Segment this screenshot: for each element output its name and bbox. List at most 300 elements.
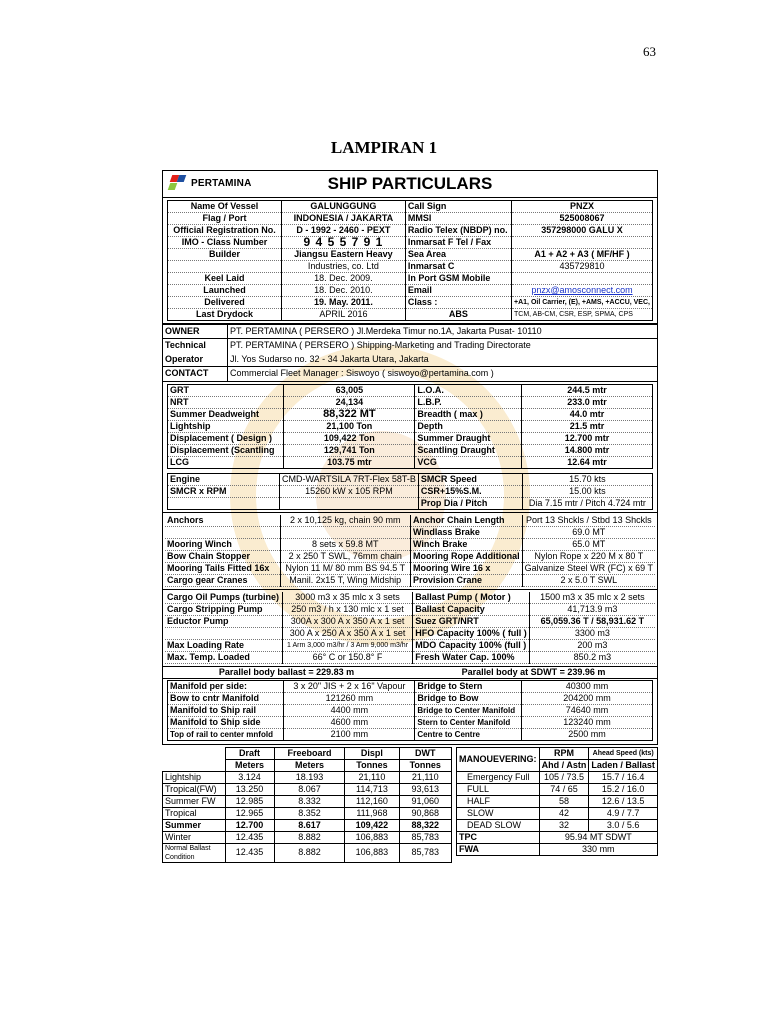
field-label: Summer Deadweight (168, 408, 284, 420)
deck-row (165, 515, 655, 527)
pumps-row (165, 592, 655, 604)
field-value: Jiangsu Eastern Heavy (282, 249, 406, 261)
draft-value: 13.250 (225, 783, 274, 795)
dimensions-row (168, 432, 653, 444)
fwa-row (457, 843, 658, 855)
field-value: 4600 mm (284, 716, 415, 728)
draft-header-row (163, 747, 452, 759)
field-label: L.B.P. (415, 396, 522, 408)
owner-row (163, 367, 657, 381)
field-value: 1 Arm 3,000 m3/hr / 3 Arm 9,000 m3/hr (282, 639, 413, 651)
owner-label: OWNER (163, 325, 228, 339)
pumps-row (165, 627, 655, 639)
field-value: 14.800 mtr (522, 444, 653, 456)
parallel-body-section (162, 667, 658, 679)
field-label: Displacement ( Design ) (168, 432, 284, 444)
field-value: 121260 mm (284, 692, 415, 704)
speed-value: 3.0 / 5.6 (589, 819, 658, 831)
particulars-row (168, 273, 653, 285)
field-label: CSR+15%S.M. (418, 485, 522, 497)
vessel-particulars-section (162, 198, 658, 324)
field-label: VCG (415, 456, 522, 468)
field-value: 63,005 (284, 384, 415, 396)
draft-row (163, 795, 452, 807)
manifold-row (168, 728, 653, 740)
field-label: Engine (168, 473, 280, 485)
draft-row (163, 831, 452, 843)
dimensions-row (168, 420, 653, 432)
condition-label: Normal Ballast Condition (163, 843, 226, 862)
rpm-header: RPM (539, 747, 589, 759)
condition-label: Lightship (163, 771, 226, 783)
manifold-section (162, 679, 658, 745)
owner-row (163, 353, 657, 367)
field-label: NRT (168, 396, 284, 408)
deck-row (165, 562, 655, 574)
field-label: Bridge to Bow (415, 692, 522, 704)
field-label: Builder (168, 249, 282, 261)
field-label: Class : (405, 297, 511, 309)
field-label: Anchors (165, 515, 280, 527)
pumps-row (165, 615, 655, 627)
draft-row (163, 807, 452, 819)
dimensions-table (167, 384, 653, 469)
owner-section (162, 324, 658, 382)
dimensions-row (168, 444, 653, 456)
field-label: Displacement (Scantling (168, 444, 284, 456)
draft-value: 112,160 (345, 795, 399, 807)
draft-value: 21,110 (399, 771, 451, 783)
draft-value: 8.882 (274, 843, 345, 862)
parallel-body-sdwt: Parallel body at SDWT = 239.96 m (461, 666, 606, 677)
field-value: 21.5 mtr (522, 420, 653, 432)
rpm-value: 42 (539, 807, 589, 819)
field-label: Winch Brake (410, 538, 522, 550)
draft-header: Meters (225, 759, 274, 771)
page-heading: LAMPIRAN 1 (330, 138, 438, 157)
field-label: Windlass Brake (410, 526, 522, 538)
deck-equipment-table (165, 515, 655, 587)
tpc-value: 95.94 MT SDWT (539, 831, 657, 843)
field-label: Launched (168, 285, 282, 297)
particulars-row (168, 201, 653, 213)
draft-value: 85,783 (399, 831, 451, 843)
field-value (280, 497, 419, 509)
deck-equipment-section (162, 513, 658, 590)
field-value: 850.2 m3 (529, 651, 655, 663)
speed-value: 12.6 / 13.5 (589, 795, 658, 807)
field-value: Galvanize Steel WR (FC) x 69 T (522, 562, 655, 574)
field-label: Mooring Winch (165, 538, 280, 550)
field-label: Ballast Pump ( Motor ) (413, 592, 530, 604)
field-label: Manifold to Ship side (168, 716, 284, 728)
field-value: 435729810 (512, 261, 653, 273)
field-label: Max. Temp. Loaded (165, 651, 282, 663)
dimensions-section (162, 382, 658, 513)
field-label: Mooring Wire 16 x (410, 562, 522, 574)
engine-row (168, 485, 653, 497)
particulars-row (168, 297, 653, 309)
field-label: Name Of Vessel (168, 201, 282, 213)
field-value: +A1, Oil Carrier, (E), +AMS, +ACCU, VEC, (512, 297, 653, 309)
manoeuvering-row (457, 807, 658, 819)
owner-value: Jl. Yos Sudarso no. 32 - 34 Jakarta Utara, Jakarta (230, 353, 429, 364)
manifold-row (168, 692, 653, 704)
field-label: Keel Laid (168, 273, 282, 285)
field-label: Top of rail to center mnfold (168, 728, 284, 740)
pumps-row (165, 603, 655, 615)
field-label: Breadth ( max ) (415, 408, 522, 420)
field-value: 2100 mm (284, 728, 415, 740)
field-label: Depth (415, 420, 522, 432)
draft-header (163, 759, 226, 771)
logo-text: PERTAMINA (191, 177, 252, 189)
field-value: TCM, AB-CM, CSR, ESP, SPMA, CPS (512, 309, 653, 321)
draft-row (163, 771, 452, 783)
field-value (512, 273, 653, 285)
rpm-value: 105 / 73.5 (539, 771, 589, 783)
field-value: Dia 7.15 mtr / Pitch 4.724 mtr (522, 497, 652, 509)
field-value: 41,713.9 m3 (529, 603, 655, 615)
field-label: Summer Draught (415, 432, 522, 444)
field-label (165, 526, 280, 538)
field-value: 69.0 MT (522, 526, 655, 538)
manifold-table (167, 680, 653, 741)
draft-value: 12.965 (225, 807, 274, 819)
manifold-row (168, 680, 653, 692)
bottom-section (162, 747, 658, 863)
field-value: Nylon 11 M/ 80 mm BS 94.5 T (280, 562, 410, 574)
parallel-body-ballast: Parallel body ballast = 229.83 m (218, 666, 355, 677)
field-value: 3 x 20" JIS + 2 x 16" Vapour (284, 680, 415, 692)
field-label: Call Sign (405, 201, 511, 213)
speed-subheader: Laden / Ballast (589, 759, 658, 771)
field-label: Mooring Rope Additional (410, 550, 522, 562)
particulars-row (168, 285, 653, 297)
engine-row (168, 473, 653, 485)
manoeuvering-row (457, 783, 658, 795)
field-value: 300A x 300 A x 350 A x 1 set (282, 615, 413, 627)
field-value: 2 x 10,125 kg, chain 90 mm (280, 515, 410, 527)
field-label: ABS (405, 309, 511, 321)
draft-header: DWT (399, 747, 451, 759)
field-label: Manifold per side: (168, 680, 284, 692)
field-value: CMD-WARTSILA 7RT-Flex 58T-B (280, 473, 419, 485)
draft-value: 8.617 (274, 819, 345, 831)
field-label: Flag / Port (168, 213, 282, 225)
owner-row (163, 339, 657, 353)
field-value: 65,059.36 T / 58,931.62 T (529, 615, 655, 627)
field-value: 2 x 250 T SWL, 76mm chain (280, 550, 410, 562)
email-link[interactable]: pnzx@amosconnect.com (512, 285, 653, 297)
draft-value: 21,110 (345, 771, 399, 783)
draft-header: Draft (225, 747, 274, 759)
manifold-row (168, 716, 653, 728)
field-label: Prop Dia / Pitch (418, 497, 522, 509)
field-label: IMO - Class Number (168, 237, 282, 249)
field-label: HFO Capacity 100% ( full ) (413, 627, 530, 639)
field-label: Bridge to Center Manifold (415, 704, 522, 716)
condition-label: Tropical(FW) (163, 783, 226, 795)
field-value: 2 x 5.0 T SWL (522, 574, 655, 586)
draft-value: 12.985 (225, 795, 274, 807)
deck-row (165, 550, 655, 562)
pumps-section (162, 590, 658, 667)
speed-value: 15.7 / 16.4 (589, 771, 658, 783)
field-value: 250 m3 / h x 130 mlc x 1 set (282, 603, 413, 615)
field-value: 74640 mm (522, 704, 653, 716)
field-value: 233.0 mtr (522, 396, 653, 408)
draft-value: 106,883 (345, 831, 399, 843)
dimensions-row (168, 456, 653, 468)
speed-value: 4.9 / 7.7 (589, 807, 658, 819)
draft-row (163, 783, 452, 795)
field-value: 65.0 MT (522, 538, 655, 550)
draft-row (163, 843, 452, 862)
particulars-row (168, 249, 653, 261)
pumps-row (165, 639, 655, 651)
field-label: L.O.A. (415, 384, 522, 396)
document-title: SHIP PARTICULARS (327, 174, 493, 193)
owner-value: PT. PERTAMINA ( PERSERO ) Shipping-Marketing and Trading Directorate (230, 340, 531, 351)
field-value: 2500 mm (522, 728, 653, 740)
dimensions-row (168, 384, 653, 396)
draft-value: 85,783 (399, 843, 451, 862)
field-value: 88,322 MT (284, 408, 415, 420)
field-value: D - 1992 - 2460 - PEXT (282, 225, 406, 237)
field-value: 300 A x 250 A x 350 A x 1 set (282, 627, 413, 639)
field-label: Mooring Tails Fitted 16x (165, 562, 280, 574)
field-value: A1 + A2 + A3 ( MF/HF ) (512, 249, 653, 261)
rpm-value: 32 (539, 819, 589, 831)
pumps-row (165, 651, 655, 663)
owner-table (163, 324, 657, 381)
draft-value: 18.193 (274, 771, 345, 783)
condition-label: Winter (163, 831, 226, 843)
field-value: 9 4 5 5 7 9 1 (282, 237, 406, 249)
fwa-value: 330 mm (539, 843, 657, 855)
draft-value: 93,613 (399, 783, 451, 795)
field-value: APRIL 2016 (282, 309, 406, 321)
field-label: Max Loading Rate (165, 639, 282, 651)
field-label: Cargo gear Cranes (165, 574, 280, 586)
field-label: Email (405, 285, 511, 297)
manoeuvre-label: Emergency Full (457, 771, 540, 783)
draft-value: 111,968 (345, 807, 399, 819)
field-label: Bow Chain Stopper (165, 550, 280, 562)
manoeuvering-label: MANOUEVERING: (457, 747, 540, 771)
manoeuvre-label: DEAD SLOW (457, 819, 540, 831)
manoeuvering-row (457, 819, 658, 831)
draft-value: 8.332 (274, 795, 345, 807)
field-label: Centre to Centre (415, 728, 522, 740)
field-label: Radio Telex (NBDP) no. (405, 225, 511, 237)
field-label: Scantling Draught (415, 444, 522, 456)
page-number: 63 (643, 44, 656, 59)
field-label: Bow to cntr Manifold (168, 692, 284, 704)
field-value (512, 237, 653, 249)
deck-row (165, 538, 655, 550)
field-label (168, 497, 280, 509)
manoeuvering-header-row (457, 747, 658, 759)
draft-value: 90,868 (399, 807, 451, 819)
field-value: 244.5 mtr (522, 384, 653, 396)
vessel-particulars-table (167, 200, 653, 321)
draft-value: 12.700 (225, 819, 274, 831)
particulars-row (168, 225, 653, 237)
field-label: Bridge to Stern (415, 680, 522, 692)
field-label: Cargo Oil Pumps (turbine) (165, 592, 282, 604)
pumps-table (165, 592, 655, 664)
field-label: Last Drydock (168, 309, 282, 321)
owner-label: Technical (163, 339, 228, 353)
field-value: 44.0 mtr (522, 408, 653, 420)
field-label: MDO Capacity 100% (full ) (413, 639, 530, 651)
draft-value: 12.435 (225, 843, 274, 862)
deck-row (165, 574, 655, 586)
owner-value: PT. PERTAMINA ( PERSERO ) Jl.Merdeka Timur no.1A, Jakarta Pusat- 10110 (230, 326, 542, 336)
draft-table (162, 747, 452, 863)
tpc-row (457, 831, 658, 843)
manoeuvering-row (457, 795, 658, 807)
field-value: GALUNGGUNG (282, 201, 406, 213)
draft-value: 91,060 (399, 795, 451, 807)
owner-label: Operator (163, 353, 228, 367)
field-value: 1500 m3 x 35 mlc x 2 sets (529, 592, 655, 604)
field-label: Manifold to Ship rail (168, 704, 284, 716)
draft-value: 12.435 (225, 831, 274, 843)
field-label: SMCR Speed (418, 473, 522, 485)
condition-label: Summer (163, 819, 226, 831)
condition-label: Summer FW (163, 795, 226, 807)
field-label: Delivered (168, 297, 282, 309)
manoeuvre-label: HALF (457, 795, 540, 807)
speed-value: 15.2 / 16.0 (589, 783, 658, 795)
draft-header: Freeboard (274, 747, 345, 759)
field-label: In Port GSM Mobile (405, 273, 511, 285)
owner-value: Commercial Fleet Manager : Siswoyo ( siswoyo@pertamina.com ) (230, 368, 494, 379)
field-value: Port 13 Shckls / Stbd 13 Shckls (522, 515, 655, 527)
field-label (168, 261, 282, 273)
draft-value: 8.352 (274, 807, 345, 819)
field-value: 123240 mm (522, 716, 653, 728)
draft-value: 109,422 (345, 819, 399, 831)
ship-particulars-document (162, 170, 658, 863)
field-value: 18. Dec. 2009. (282, 273, 406, 285)
field-label: Inmarsat C (405, 261, 511, 273)
speed-header: Ahead Speed (kts) (589, 747, 658, 759)
field-value: 8 sets x 59.8 MT (280, 538, 410, 550)
fwa-label: FWA (457, 843, 540, 855)
draft-row (163, 819, 452, 831)
manoeuvering-row (457, 771, 658, 783)
rpm-subheader: Ahd / Astn (539, 759, 589, 771)
rpm-value: 74 / 65 (539, 783, 589, 795)
condition-label: Tropical (163, 807, 226, 819)
field-label: Fresh Water Cap. 100% (413, 651, 530, 663)
field-label: Suez GRT/NRT (413, 615, 530, 627)
draft-header (163, 747, 226, 759)
field-value: 21,100 Ton (284, 420, 415, 432)
dimensions-row (168, 396, 653, 408)
manifold-row (168, 704, 653, 716)
field-value: 19. May. 2011. (282, 297, 406, 309)
particulars-row (168, 237, 653, 249)
field-label (165, 627, 282, 639)
field-value: 40300 mm (522, 680, 653, 692)
field-label: Cargo Stripping Pump (165, 603, 282, 615)
field-label: Provision Crane (410, 574, 522, 586)
field-label: Sea Area (405, 249, 511, 261)
field-value: 129,741 Ton (284, 444, 415, 456)
field-label: Ballast Capacity (413, 603, 530, 615)
engine-row (168, 497, 653, 509)
field-label: SMCR x RPM (168, 485, 280, 497)
field-value: 525008067 (512, 213, 653, 225)
draft-value: 114,713 (345, 783, 399, 795)
field-value: PNZX (512, 201, 653, 213)
tpc-label: TPC (457, 831, 540, 843)
field-label: LCG (168, 456, 284, 468)
draft-value: 3.124 (225, 771, 274, 783)
draft-value: 106,883 (345, 843, 399, 862)
field-label: Eductor Pump (165, 615, 282, 627)
field-label: Official Registration No. (168, 225, 282, 237)
manoeuvre-label: FULL (457, 783, 540, 795)
draft-header: Displ (345, 747, 399, 759)
field-value: 200 m3 (529, 639, 655, 651)
field-value: 3300 m3 (529, 627, 655, 639)
owner-row (163, 325, 657, 339)
field-value: 109,422 Ton (284, 432, 415, 444)
field-value: 103.75 mtr (284, 456, 415, 468)
draft-value: 88,322 (399, 819, 451, 831)
draft-value: 8.067 (274, 783, 345, 795)
field-value: Nylon Rope x 220 M x 80 T (522, 550, 655, 562)
field-label: GRT (168, 384, 284, 396)
owner-label: CONTACT (163, 367, 228, 381)
field-value: 204200 mm (522, 692, 653, 704)
manoeuvering-table (456, 747, 658, 856)
draft-header: Tonnes (399, 759, 451, 771)
particulars-row (168, 213, 653, 225)
field-label: Anchor Chain Length (410, 515, 522, 527)
rpm-value: 58 (539, 795, 589, 807)
field-value: INDONESIA / JAKARTA (282, 213, 406, 225)
field-value: 357298000 GALU X (512, 225, 653, 237)
field-value: 15.00 kts (522, 485, 652, 497)
particulars-row (168, 309, 653, 321)
field-label: Stern to Center Manifold (415, 716, 522, 728)
engine-table (167, 473, 653, 510)
field-value: 12.700 mtr (522, 432, 653, 444)
draft-value: 8.882 (274, 831, 345, 843)
field-value: 3000 m3 x 35 mlc x 3 sets (282, 592, 413, 604)
document-header (162, 170, 658, 198)
field-label: Lightship (168, 420, 284, 432)
field-label: MMSI (405, 213, 511, 225)
draft-header: Meters (274, 759, 345, 771)
draft-header: Tonnes (345, 759, 399, 771)
field-value: 12.64 mtr (522, 456, 653, 468)
field-value (280, 526, 410, 538)
field-label: Inmarsat F Tel / Fax (405, 237, 511, 249)
field-value: Industries, co. Ltd (282, 261, 406, 273)
field-value: 18. Dec. 2010. (282, 285, 406, 297)
field-value: 4400 mm (284, 704, 415, 716)
field-value: 15.70 kts (522, 473, 652, 485)
dimensions-row (168, 408, 653, 420)
